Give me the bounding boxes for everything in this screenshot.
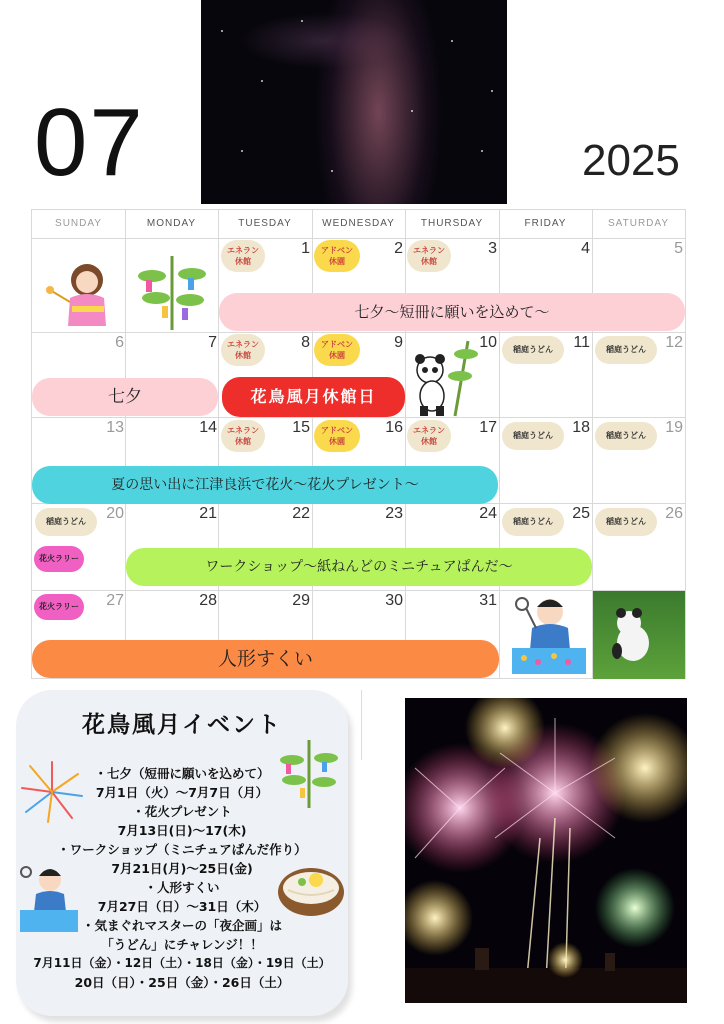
event-line: ・気まぐれマスターの「夜企画」は [81, 918, 282, 933]
udon-tag: 稲庭うどん [502, 336, 564, 364]
day-14: 14 [199, 419, 217, 436]
day-19: 19 [665, 419, 683, 436]
girl-yukata-icon [42, 250, 112, 330]
tanabata-bamboo-icon [132, 246, 212, 332]
day-8: 8 [301, 334, 310, 351]
tanabata-bamboo-icon [274, 734, 344, 810]
event-line: 「うどん」にチャレンジ！！ [101, 937, 263, 952]
fireworks-photo [405, 698, 687, 1003]
advent-closed-tag: アドベン 休園 [314, 420, 360, 452]
enelan-closed-tag: エネラン 休館 [221, 334, 265, 366]
event-card-title: 花鳥風月イベント [82, 712, 282, 738]
weekday-monday: MONDAY [146, 218, 197, 229]
advent-closed-tag: アドベン 休園 [314, 240, 360, 272]
day-6: 6 [115, 334, 124, 351]
day-23: 23 [385, 505, 403, 522]
day-27: 27 [106, 592, 124, 609]
enelan-closed-tag: エネラン 休館 [221, 240, 265, 272]
enelan-closed-tag: エネラン 休館 [407, 420, 451, 452]
hanabi-rally-tag: 花火ラリー [34, 594, 84, 620]
day-21: 21 [199, 505, 217, 522]
tanabata-bar: 七夕 [32, 378, 218, 416]
udon-tag: 稲庭うどん [595, 336, 657, 364]
day-11: 11 [573, 334, 590, 351]
closed-day-bar: 花鳥風月休館日 [222, 377, 405, 417]
doll-scoop-icon [508, 592, 588, 676]
day-5: 5 [674, 240, 683, 257]
event-line: 7月27日（日）〜31日（木） [97, 899, 267, 914]
day-29: 29 [292, 592, 310, 609]
day-28: 28 [199, 592, 217, 609]
hanabi-rally-tag: 花火ラリー [34, 546, 84, 572]
day-10: 10 [479, 334, 497, 351]
udon-tag: 稲庭うどん [35, 508, 97, 536]
day-20: 20 [106, 505, 124, 522]
day-17: 17 [479, 419, 497, 436]
doll-scoop-bar: 人形すくい [32, 640, 499, 678]
day-2: 2 [394, 240, 403, 257]
day-16: 16 [385, 419, 403, 436]
month-number: 07 [34, 89, 145, 196]
event-card [16, 690, 348, 1016]
udon-tag: 稲庭うどん [595, 422, 657, 450]
udon-tag: 稲庭うどん [502, 508, 564, 536]
advent-closed-tag: アドベン 休園 [314, 334, 360, 366]
divider [361, 690, 362, 760]
udon-tag: 稲庭うどん [595, 508, 657, 536]
workshop-bar: ワークショップ〜紙ねんどのミニチュアぱんだ〜 [126, 548, 592, 586]
panda-bamboo-icon [410, 336, 480, 418]
event-line: ・花火プレゼント [132, 804, 232, 819]
day-1: 1 [301, 240, 310, 257]
weekday-wednesday: WEDNESDAY [322, 218, 395, 229]
fireworks-icon [18, 758, 86, 826]
enelan-closed-tag: エネラン 休館 [221, 420, 265, 452]
night-sky-photo [201, 0, 507, 204]
day-12: 12 [665, 334, 683, 351]
panda-figure-photo [593, 591, 685, 679]
enelan-closed-tag: エネラン 休館 [407, 240, 451, 272]
udon-icon [276, 862, 346, 922]
day-31: 31 [479, 592, 497, 609]
event-line: ・人形すくい [144, 880, 220, 895]
event-line: 7月11日（金）・12日（土）・18日（金）・19日（土） [33, 956, 331, 970]
day-13: 13 [106, 419, 124, 436]
udon-tag: 稲庭うどん [502, 422, 564, 450]
calendar-grid [31, 209, 686, 679]
event-line: ・ワークショップ（ミニチュアぱんだ作り） [57, 842, 307, 857]
weekday-saturday: SATURDAY [608, 218, 669, 229]
event-line: 7月21日(月)〜25日(金) [111, 861, 253, 876]
day-24: 24 [479, 505, 497, 522]
weekday-friday: FRIDAY [524, 218, 567, 229]
year-number: 2025 [582, 136, 680, 185]
day-4: 4 [581, 240, 590, 257]
day-26: 26 [665, 505, 683, 522]
day-9: 9 [394, 334, 403, 351]
weekday-tuesday: TUESDAY [238, 218, 292, 229]
day-3: 3 [488, 240, 497, 257]
event-line: 20日（日）・25日（金）・26日（土） [74, 975, 290, 990]
doll-scoop-icon [18, 862, 80, 934]
day-30: 30 [385, 592, 403, 609]
event-line: ・七夕（短冊に願いを込めて） [94, 766, 270, 781]
event-line: 7月13日(日)〜17(木) [117, 823, 247, 838]
tanabata-tanzaku-bar: 七夕〜短冊に願いを込めて〜 [219, 293, 685, 331]
weekday-sunday: SUNDAY [55, 218, 102, 229]
day-22: 22 [292, 505, 310, 522]
summer-fireworks-bar: 夏の思い出に江津良浜で花火〜花火プレゼント〜 [32, 466, 498, 504]
day-25: 25 [572, 505, 590, 522]
day-15: 15 [292, 419, 310, 436]
event-line: 7月1日（火）〜7月7日（月） [95, 785, 269, 800]
day-7: 7 [208, 334, 217, 351]
weekday-thursday: THURSDAY [420, 218, 484, 229]
day-18: 18 [572, 419, 590, 436]
